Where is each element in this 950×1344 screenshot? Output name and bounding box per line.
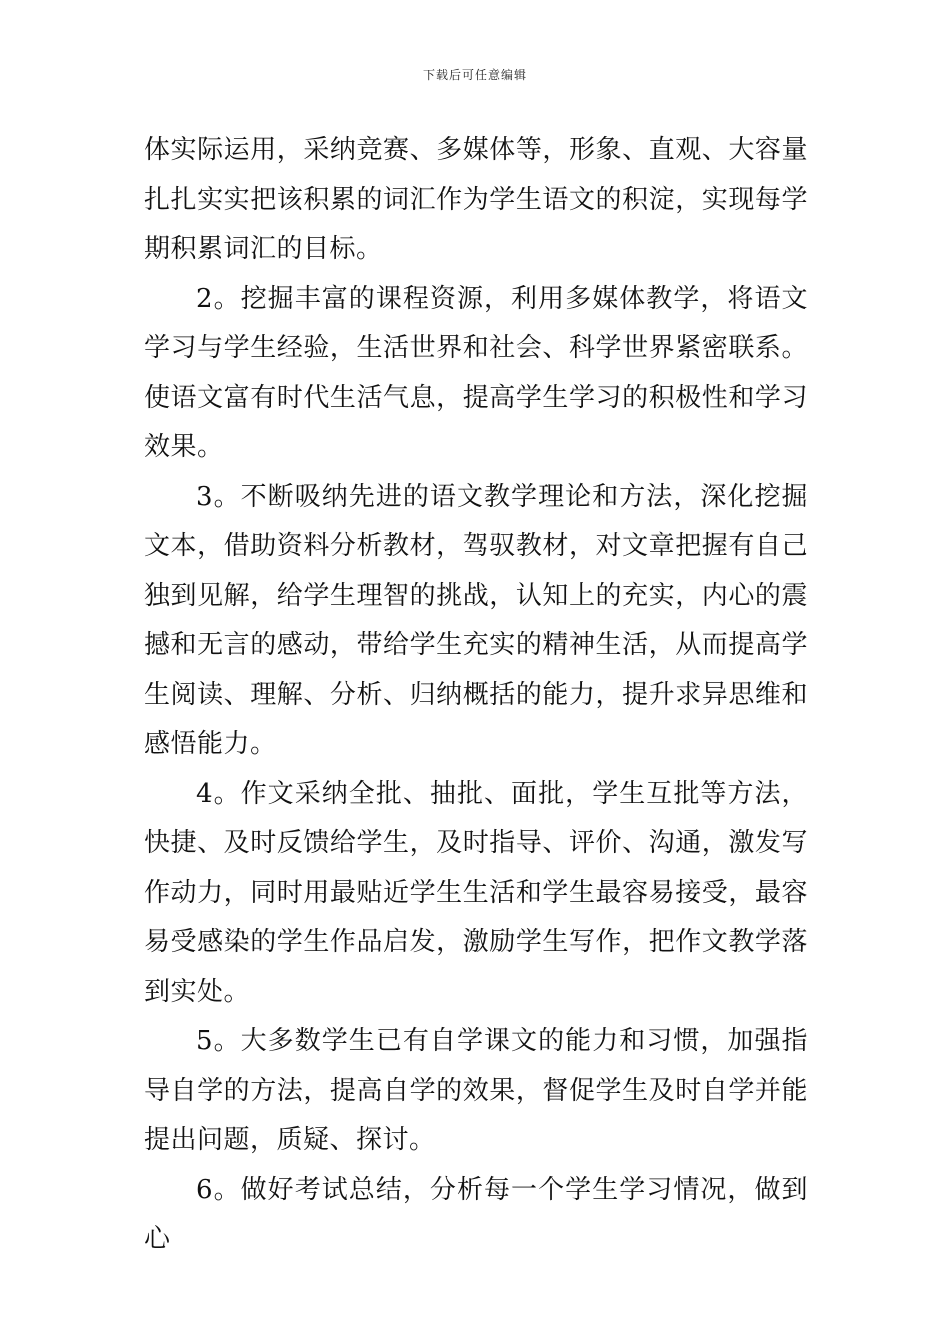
- paragraph-item-4: 4。作文采纳全批、抽批、面批，学生互批等方法，快捷、及时反馈给学生，及时指导、评价、沟通，激发写作动力，同时用最贴近学生生活和学生最容易接受，最容易受感染的学生作品启发，激励学生写作，把作文教学落到实处。: [144, 778, 808, 1007]
- paragraph-item-6: 6。做好考试总结，分析每一个学生学习情况，做到心: [144, 1174, 808, 1254]
- paragraph-continuation: 体实际运用，采纳竞赛、多媒体等，形象、直观、大容量扎扎实实把该积累的词汇作为学生语文的积淀，实现每学期积累词汇的目标。: [144, 135, 808, 264]
- paragraph-item-5: 5。大多数学生已有自学课文的能力和习惯，加强指导自学的方法，提高自学的效果，督促学生及时自学并能提出问题，质疑、探讨。: [144, 1026, 808, 1155]
- paragraph-item-2: 2。挖掘丰富的课程资源，利用多媒体教学，将语文学习与学生经验，生活世界和社会、科学世界紧密联系。使语文富有时代生活气息，提高学生学习的积极性和学习效果。: [144, 283, 808, 462]
- paragraph-item-3: 3。不断吸纳先进的语文教学理论和方法，深化挖掘文本，借助资料分析教材，驾驭教材，对文章把握有自己独到见解，给学生理智的挑战，认知上的充实，内心的震撼和无言的感动，带给学生充实的精神生活，从而提高学生阅读、理解、分析、归纳概括的能力，提升求异思维和感悟能力。: [144, 481, 808, 759]
- document-body: [144, 126, 808, 1265]
- page-header-note: 下载后可任意编辑: [422, 68, 527, 82]
